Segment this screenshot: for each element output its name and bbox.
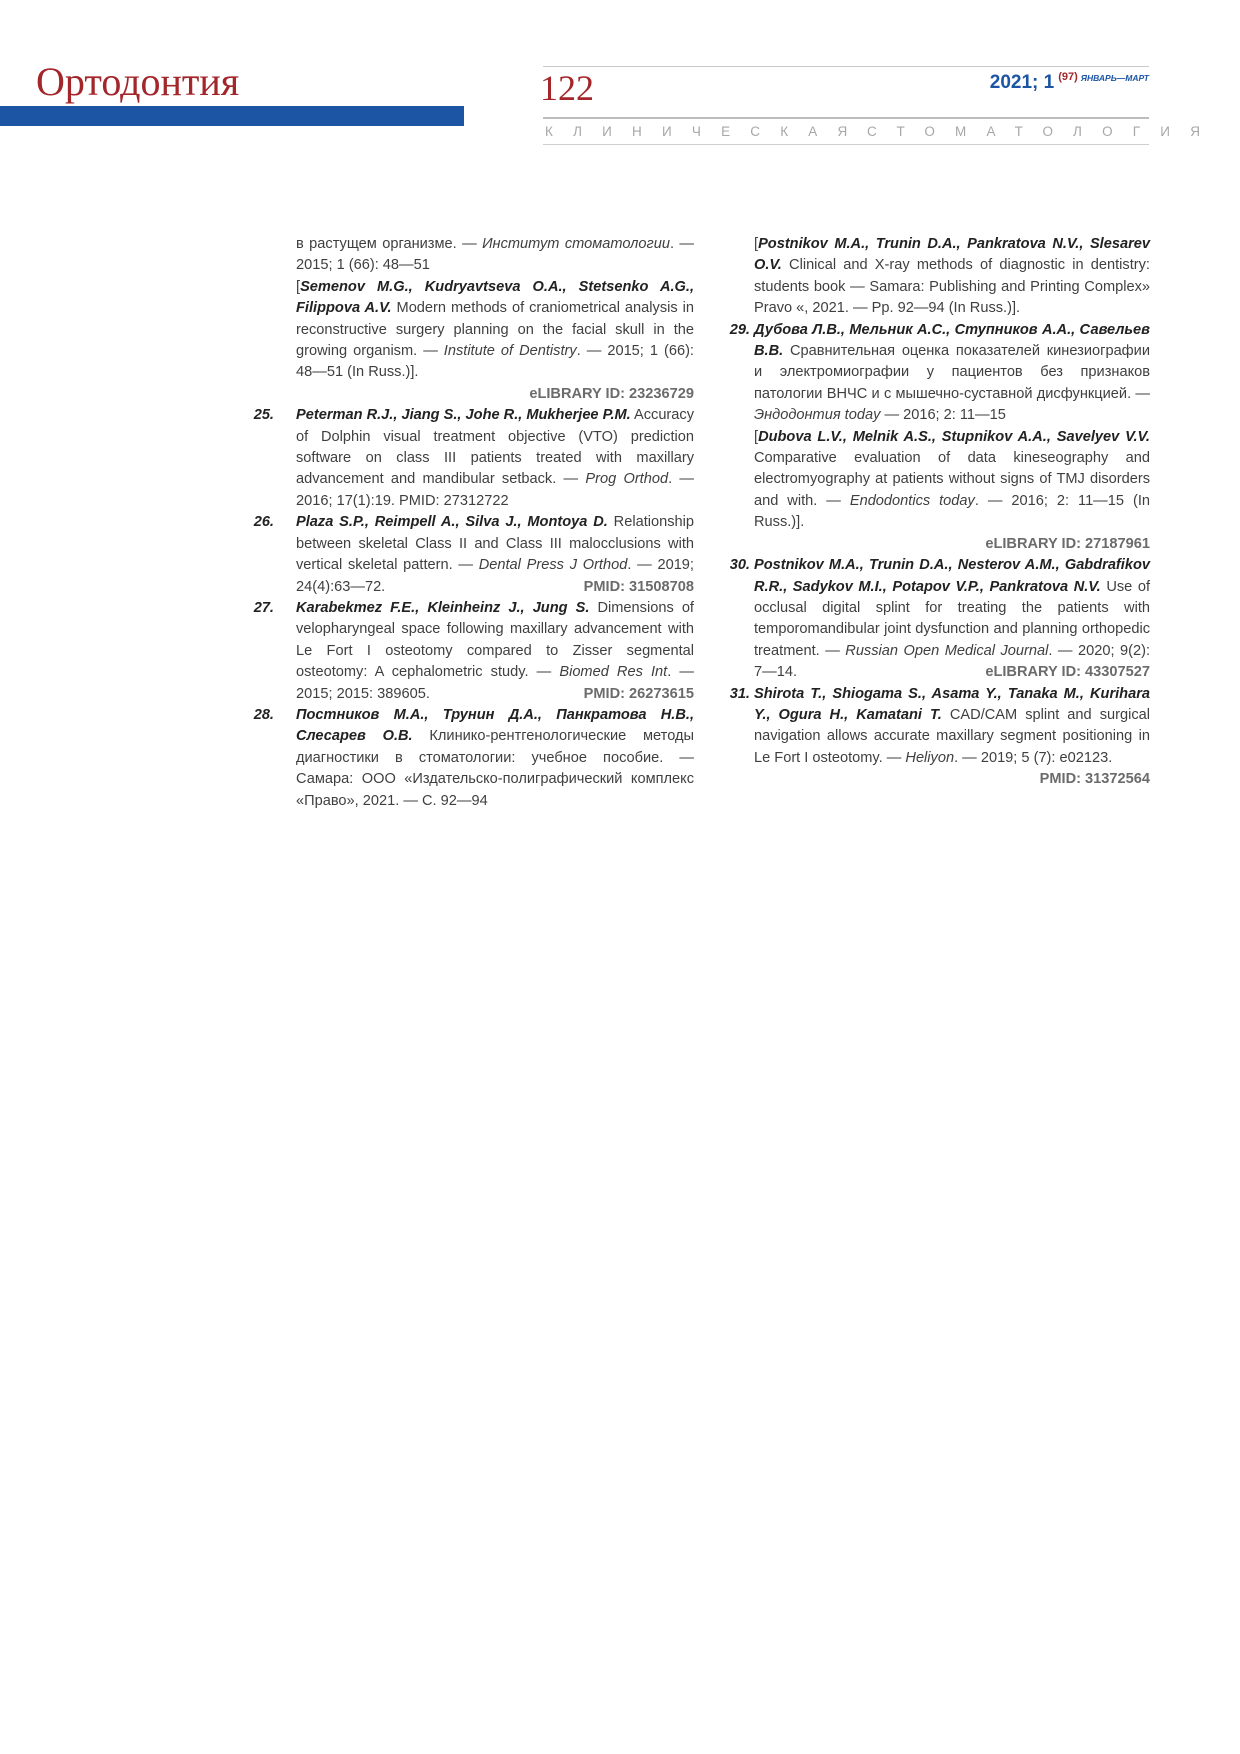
reference-item: 28. Постников М.А., Трунин Д.А., Панкратова Н.В., Слесарев О.В. Клинико-рентгенологические методы диагностики в стоматологии: учебное пособие. — Самара: ООО «Издательско-полиграфический комплекс «Право», 2021. — С. 92—94 bbox=[270, 705, 694, 812]
issue-info bbox=[990, 71, 1149, 94]
reference-number: 30. bbox=[729, 557, 750, 574]
issue-number: (97) bbox=[1058, 71, 1078, 83]
reference-number: 29. bbox=[729, 321, 750, 338]
reference-item: 31. Shirota T., Shiogama S., Asama Y., Tanaka M., Kurihara Y., Ogura H., Kamatani T. CAD/CAM splint and surgical navigation allows accurate maxillary segment positioning in Le Fort I osteotomy. — Heliyon. — 2019; 5 (7): e02123. PMID: 31372564 bbox=[728, 684, 1150, 770]
reference-id: PMID: 26273615 bbox=[583, 685, 694, 702]
header-mid-rule bbox=[543, 117, 1149, 119]
reference-id: PMID: 31508708 bbox=[583, 578, 694, 595]
reference-number: 28. bbox=[253, 706, 274, 723]
reference-authors: Shirota T., Shiogama S., Asama Y., Tanaka M., Kurihara Y., Ogura H., Kamatani T. bbox=[754, 685, 1150, 723]
reference-id: PMID: 31372564 bbox=[1039, 771, 1150, 788]
reference-authors: Postnikov M.A., Trunin D.A., Nesterov A.M., Gabdrafikov R.R., Sadykov M.I., Potapov V.P., Pankratova N.V. bbox=[754, 557, 1150, 595]
reference-continuation: в растущем организме. — Институт стоматологии. — 2015; 1 (66): 48—51 [Semenov M.G., Kudryavtseva O.A., Stetsenko A.G., Filippova A.V. Modern methods of craniometrical analysis in reconstructive surgery planning on the facial skull in the growing organism. — Institute of Dentistry. — 2015; 1 (66): 48—51 (In Russ.)]. eLIBRARY ID: 23236729 bbox=[270, 234, 694, 405]
header-top-rule bbox=[543, 66, 1149, 67]
section-color-bar bbox=[0, 106, 464, 126]
references-right-column bbox=[728, 234, 1150, 791]
reference-continuation: [Postnikov M.A., Trunin D.A., Pankratova N.V., Slesarev O.V. Clinical and X-ray methods of diagnostic in dentistry: students book — Samara: Publishing and Printing Complex» Pravo «, 2021. — Pp. 92—94 (In Russ.)]. bbox=[754, 236, 1150, 317]
reference-item: 25. Peterman R.J., Jiang S., Johe R., Mukherjee P.M. Accuracy of Dolphin visual treatment objective (VTO) prediction software on class III patients treated with maxillary advancement and mandibular setback. — Prog Orthod. — 2016; 17(1):19. PMID: 27312722 bbox=[270, 405, 694, 512]
journal-name-word-2: СТОМАТОЛОГИЯ bbox=[867, 124, 1221, 139]
reference-id: eLIBRARY ID: 27187961 bbox=[985, 535, 1150, 552]
journal-name-word-1: КЛИНИЧЕСКАЯ bbox=[545, 124, 868, 139]
issue-months: ЯНВАРЬ—МАРТ bbox=[1080, 73, 1149, 83]
reference-number: 31. bbox=[729, 685, 750, 702]
reference-item: 26. Plaza S.P., Reimpell A., Silva J., Montoya D. Relationship between skeletal Class II and Class III malocclusions with vertical skeletal pattern. — Dental Press J Orthod. — 2019; 24(4):63—72. PMID: 31508708 bbox=[270, 512, 694, 598]
reference-id: eLIBRARY ID: 23236729 bbox=[529, 385, 694, 402]
reference-number: 27. bbox=[253, 599, 274, 616]
reference-authors: Дубова Л.В., Мельник А.С., Ступников А.А., Савельев В.В. bbox=[754, 321, 1150, 360]
reference-item: 29. Дубова Л.В., Мельник А.С., Ступников А.А., Савельев В.В. Сравнительная оценка показателей кинезиографии и электромиографии у пациентов без признаков патологии ВНЧС и с мышечно-суставной дисфункцией. — Эндодонтия today — 2016; 2: 11—15 [Dubova L.V., Melnik A.S., Stupnikov A.A., Savelyev V.V. Comparative evaluation of data kineseography and electromyography at patients without signs of TMJ disorders and with. — Endodontics today. — 2016; 2: 11—15 (In Russ.)]. eLIBRARY ID: 27187961 bbox=[728, 320, 1150, 555]
section-title: Ортодонтия bbox=[36, 59, 240, 104]
reference-id: eLIBRARY ID: 43307527 bbox=[985, 664, 1150, 681]
page-number: 122 bbox=[540, 68, 594, 108]
reference-authors: Karabekmez F.E., Kleinheinz J., Jung S. bbox=[296, 599, 590, 616]
reference-number: 26. bbox=[253, 514, 274, 531]
header-bottom-rule bbox=[543, 144, 1149, 145]
reference-authors: Plaza S.P., Reimpell A., Silva J., Montoya D. bbox=[296, 514, 608, 531]
reference-authors: Postnikov M.A., Trunin D.A., Pankratova N.V., Slesarev O.V. bbox=[754, 236, 1150, 274]
references-left-column bbox=[253, 234, 695, 812]
reference-authors: Постников М.А., Трунин Д.А., Панкратова Н.В., Слесарев О.В. bbox=[296, 706, 694, 745]
reference-item: 30. Postnikov M.A., Trunin D.A., Nesterov A.M., Gabdrafikov R.R., Sadykov M.I., Potapov V.P., Pankratova N.V. Use of occlusal digital splint for treating the patients with temporomandibular joint dysfunction and planning orthopedic treatment. — Russian Open Medical Journal. — 2020; 9(2): 7—14. eLIBRARY ID: 43307527 bbox=[728, 555, 1150, 683]
reference-authors: Peterman R.J., Jiang S., Johe R., Mukherjee P.M. bbox=[296, 407, 631, 424]
issue-year: 2021; 1 bbox=[989, 72, 1055, 93]
reference-authors: Semenov M.G., Kudryavtseva O.A., Stetsenko A.G., Filippova A.V. bbox=[296, 278, 694, 317]
reference-authors: Dubova L.V., Melnik A.S., Stupnikov A.A., Savelyev V.V. bbox=[758, 428, 1150, 445]
reference-item: 27. Karabekmez F.E., Kleinheinz J., Jung S. Dimensions of velopharyngeal space following maxillary advancement with Le Fort I osteotomy compared to Zisser segmental osteotomy: A cephalometric study. — Biomed Res Int. — 2015; 2015: 389605. PMID: 26273615 bbox=[270, 598, 694, 705]
reference-number: 25. bbox=[253, 407, 274, 424]
